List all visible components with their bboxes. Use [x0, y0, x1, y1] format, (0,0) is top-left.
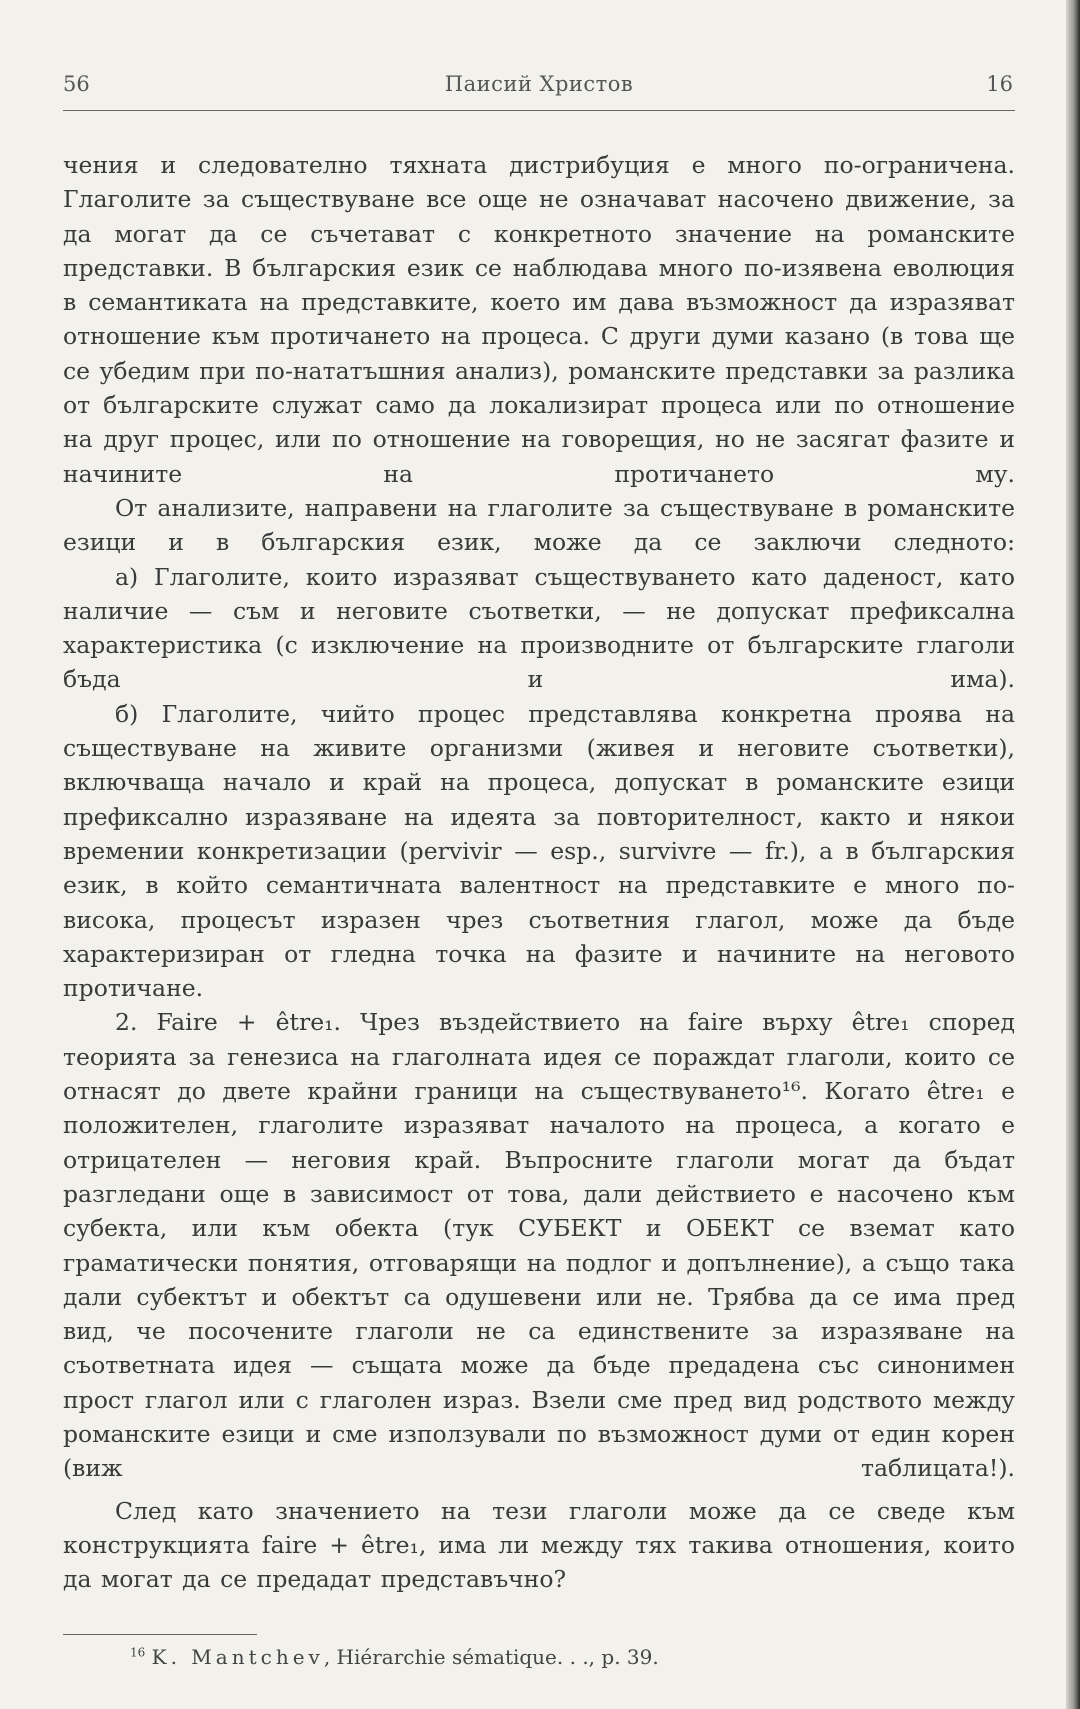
paragraph: б) Глаголите, чийто процес представлява конкретна проява на съществуване на живите организми (живея и неговите съответки), включваща начало и край на процеса, допускат в романските езици префиксално изразяване на идеята за повторителност, както и някои времении конкретизации (pervivir — esp., survivre — fr.), а в българския език, в който семантичната валентност на представките е много по-висока, процесът изразен чрез съответния глагол, може да бъде характеризиран от гледна точка на фазите и начините на неговото протичане.	[63, 699, 1015, 1003]
paragraph: 2. Faire + être₁. Чрез въздействието на faire върху être₁ според теорията за генезиса на глаголната идея се пораждат глаголи, които се отнасят до двете крайни граници на съществуването¹⁶. Когато être₁ е положителен, глаголите изразяват началото на процеса, а когато е отрицателен — неговия край. Въпросните глаголи могат да бъдат разгледани още в зависимост от това, дали действието е насочено към субекта, или към обекта (тук СУБЕКТ и ОБЕКТ се вземат като граматически понятия, отговарящи на подлог и допълнение), а също така дали субектът и обектът са одушевени или не. Трябва да се има пред вид, че посочените глаголи не са единствените за изразяване на съответната идея — същата може да бъде предадена със синонимен прост глагол или с глаголен израз. Взели сме пред вид родството между романските езици и сме използували по възможност думи от един корен (виж таблицата!).	[63, 1008, 1015, 1483]
page-number: 56	[63, 72, 90, 96]
running-header	[63, 72, 1015, 102]
section-number: 16	[986, 72, 1013, 96]
footnote-mark: 16	[130, 1645, 146, 1660]
footnote-citation: , Hiérarchie sématique. . ., p. 39.	[323, 1645, 659, 1669]
paragraph: От анализите, направени на глаголите за съществуване в романските езици и в българския език, може да се заключи следното:	[63, 493, 1015, 557]
header-rule	[63, 110, 1015, 111]
body-text	[63, 148, 1015, 1596]
running-title: Паисий Христов	[444, 72, 634, 96]
paragraph: а) Глаголите, които изразяват съществуването като даденост, като наличие — съм и неговите съответки, — не допускат префиксална характеристика (с изключение на производните от българските глаголи бъда и има).	[63, 562, 1015, 694]
paragraph: чения и следователно тяхната дистрибуция е много по-ограничена. Глаголите за съществуване все още не означават насочено движение, за да могат да се съчетават с конкретното значение на романските представки. В българския език се наблюдава много по-изявена еволюция в семантиката на представките, което им дава възможност да изразяват отношение към протичането на процеса. С други думи казано (в това ще се убедим при по-нататъшния анализ), романските представки за разлика от българските служат само да локализират процеса или по отношение на друг процес, или по отношение на говорещия, но не засягат фазите и начините на протичането му.	[63, 151, 1015, 488]
footnote-rule	[63, 1634, 257, 1635]
paragraph: След като значението на тези глаголи може да се сведе към конструкцията faire + être₁, има ли между тях такива отношения, които да могат да се предадат представъчно?	[63, 1496, 1015, 1594]
page-edge-shadow	[1066, 0, 1080, 1709]
footnote-author: K. Mantchev	[151, 1645, 324, 1669]
footnote	[130, 1645, 830, 1669]
